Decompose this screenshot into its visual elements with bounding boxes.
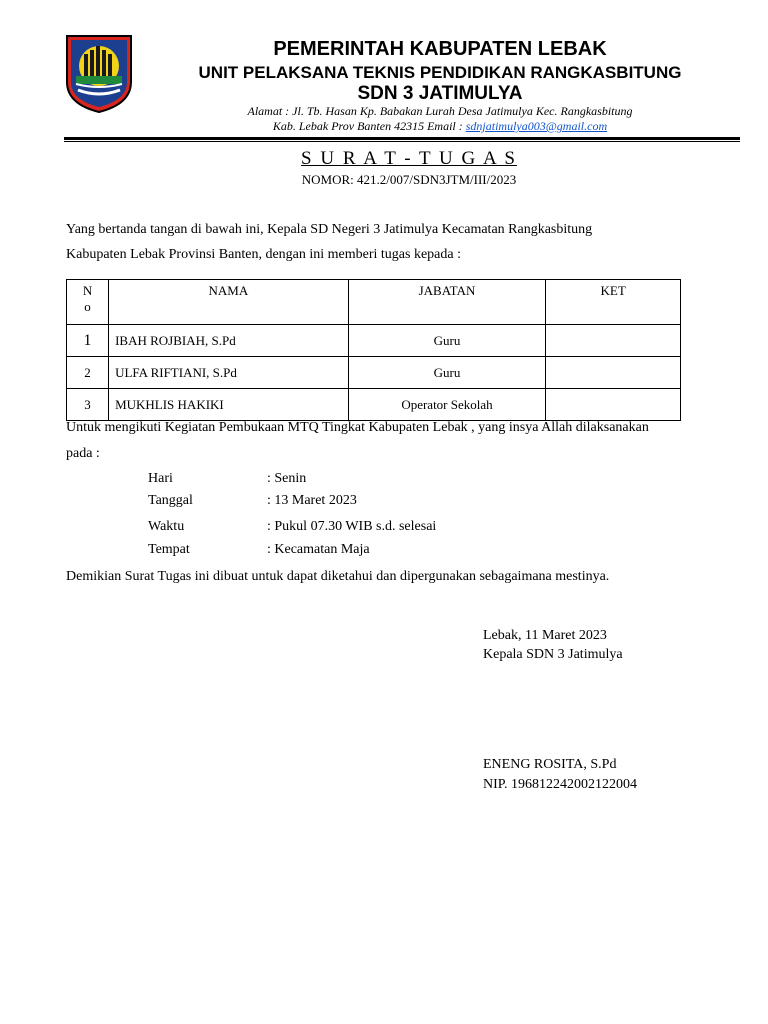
letter-title: S U R A T - T U G A S xyxy=(301,148,517,169)
detail-label-hari: Hari xyxy=(148,471,173,486)
table-row xyxy=(67,389,681,421)
address-prefix: Kab. Lebak Prov Banten 42315 Email : xyxy=(272,119,466,133)
detail-label-tanggal: Tanggal xyxy=(148,493,193,508)
address-line-1: Alamat : Jl. Tb. Hasan Kp. Babakan Lurah Desa Jatimulya Kec. Rangkasbitung xyxy=(247,104,633,118)
letter-number: NOMOR: 421.2/007/SDN3JTM/III/2023 xyxy=(301,172,517,187)
address-line-2 xyxy=(140,119,740,134)
school-name: SDN 3 JATIMULYA xyxy=(357,83,523,104)
regency-logo xyxy=(64,32,134,114)
row-jabatan: Operator Sekolah xyxy=(348,389,546,421)
detail-label-tempat: Tempat xyxy=(148,542,190,557)
row-nama: MUKHLIS HAKIKI xyxy=(109,389,349,421)
email-link[interactable]: sdnjatimulya003@gmail.com xyxy=(465,119,608,133)
row-ket xyxy=(546,389,681,421)
signer-name: ENENG ROSITA, S.Pd xyxy=(483,757,617,772)
detail-value-hari: : Senin xyxy=(267,471,307,486)
row-jabatan: Guru xyxy=(348,325,546,357)
header-divider-thin xyxy=(64,141,740,142)
row-no: 2 xyxy=(67,357,109,389)
column-header-jabatan: JABATAN xyxy=(348,280,546,325)
column-header-no xyxy=(67,280,109,325)
assignee-table xyxy=(66,279,681,421)
row-nama: ULFA RIFTIANI, S.Pd xyxy=(109,357,349,389)
unit-name: UNIT PELAKSANA TEKNIS PENDIDIKAN RANGKASBITUNG xyxy=(198,63,682,82)
closing-paragraph: Demikian Surat Tugas ini dibuat untuk dapat diketahui dan dipergunakan sebagaimana mestinya. xyxy=(66,569,610,584)
column-header-nama: NAMA xyxy=(109,280,349,325)
row-no: 1 xyxy=(67,325,109,357)
row-nama: IBAH ROJBIAH, S.Pd xyxy=(109,325,349,357)
detail-value-tanggal: : 13 Maret 2023 xyxy=(267,493,357,508)
detail-value-tempat: : Kecamatan Maja xyxy=(267,542,370,557)
row-ket xyxy=(546,325,681,357)
government-name: PEMERINTAH KABUPATEN LEBAK xyxy=(273,38,607,60)
signer-position: Kepala SDN 3 Jatimulya xyxy=(483,647,623,662)
purpose-line-2: pada : xyxy=(66,446,100,461)
purpose-line-1: Untuk mengikuti Kegiatan Pembukaan MTQ Tingkat Kabupaten Lebak , yang insya Allah dilaksanakan xyxy=(66,420,649,435)
column-header-ket: KET xyxy=(546,280,681,325)
detail-value-waktu: : Pukul 07.30 WIB s.d. selesai xyxy=(267,519,437,534)
row-no: 3 xyxy=(67,389,109,421)
shield-emblem-icon xyxy=(64,32,134,114)
place-date: Lebak, 11 Maret 2023 xyxy=(483,628,607,643)
intro-paragraph-line-2: Kabupaten Lebak Provinsi Banten, dengan ini memberi tugas kepada : xyxy=(66,247,462,262)
intro-paragraph-line-1: Yang bertanda tangan di bawah ini, Kepala SD Negeri 3 Jatimulya Kecamatan Rangkasbitung xyxy=(66,222,593,237)
detail-label-waktu: Waktu xyxy=(148,519,185,534)
row-ket xyxy=(546,357,681,389)
signer-nip: NIP. 196812242002122004 xyxy=(483,777,638,792)
table-row xyxy=(67,357,681,389)
header-divider-thick xyxy=(64,137,740,140)
column-header-no-line-2: o xyxy=(84,299,91,314)
table-row xyxy=(67,325,681,357)
row-jabatan: Guru xyxy=(348,357,546,389)
table-header-row xyxy=(67,280,681,325)
column-header-no-line-1: N xyxy=(82,283,93,298)
